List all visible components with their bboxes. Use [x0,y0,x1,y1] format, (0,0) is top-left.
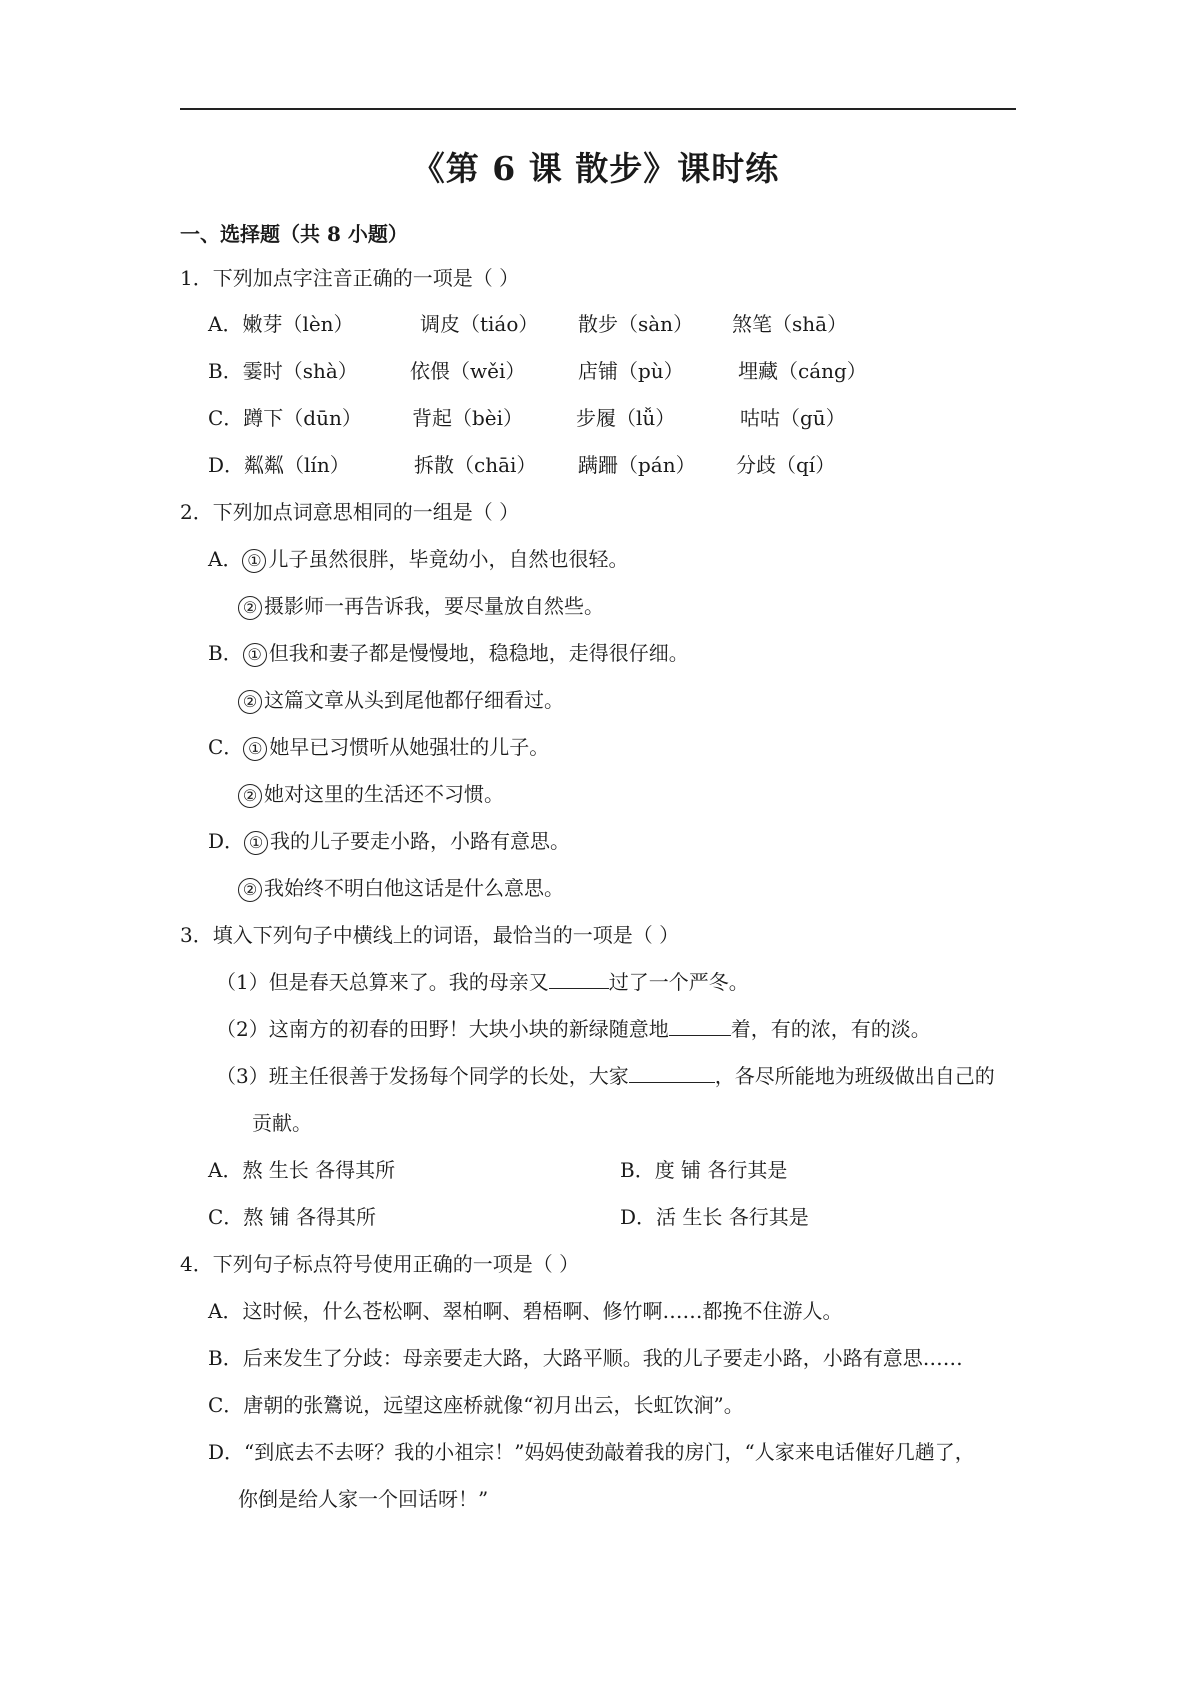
sentence-part: ，各尽所能地为班级做出自己的 [714,1064,995,1088]
option-letter: B． [208,641,243,665]
option-letter: C． [208,735,244,759]
sentence: 我的儿子要走小路，小路有意思。 [270,829,571,853]
q4-option-b: B．后来发生了分歧：母亲要走大路，大路平顺。我的儿子要走小路，小路有意思…… [208,1346,963,1370]
sentence: 儿子虽然很胖，毕竟幼小，自然也很轻。 [268,547,629,571]
q4-option-d-line1: D．“到底去不去呀？我的小祖宗！”妈妈使劲敲着我的房门，“人家来电话催好几趟了， [208,1440,975,1464]
q2-option-a-line1 [208,545,628,573]
q1-a-2: 调皮（tiáo） [420,312,539,336]
q4-stem: 4．下列句子标点符号使用正确的一项是（ ） [180,1252,580,1276]
q2-option-d-line1 [208,827,570,855]
circled-number-1: ① [243,737,267,761]
q2-option-b-line2 [238,686,564,714]
q1-b-1: B．霎时（shà） [208,359,358,383]
q2-option-d-line2 [238,874,564,902]
header-rule [180,108,1016,110]
option-letter: A． [208,547,243,571]
q4-option-a: A．这时候，什么苍松啊、翠柏啊、碧梧啊、修竹啊……都挽不住游人。 [208,1299,843,1323]
option-letter: D． [208,829,245,853]
q2-stem: 2．下列加点词意思相同的一组是（ ） [180,500,520,524]
q2-option-a-line2 [238,592,604,620]
fill-blank [629,1062,715,1083]
q1-stem: 1．下列加点字注音正确的一项是（ ） [180,266,520,290]
q3-option-b: B．度 铺 各行其是 [620,1158,788,1182]
circled-number-1: ① [244,831,268,855]
q1-a-3: 散步（sàn） [578,312,694,336]
q1-c-1: C．蹲下（dūn） [208,406,362,430]
q1-b-4: 埋藏（cáng） [738,359,867,383]
sentence-part: 着，有的浓，有的淡。 [730,1017,931,1041]
q2-option-c-line1 [208,733,549,761]
q1-b-2: 依偎（wěi） [410,359,526,383]
q4-option-c: C．唐朝的张鷟说，远望这座桥就像“初月出云，长虹饮涧”。 [208,1393,744,1417]
page-title: 《第 6 课 散步》课时练 [411,149,780,188]
sentence-part: （2）这南方的初春的田野！大块小块的新绿随意地 [216,1017,669,1041]
sentence: 摄影师一再告诉我，要尽量放自然些。 [264,594,604,618]
circled-number-2: ② [238,878,262,902]
circled-number-1: ① [243,643,267,667]
sentence: 我始终不明白他这话是什么意思。 [264,876,564,900]
q3-sentence-1 [216,968,749,996]
q3-sentence-2 [216,1015,931,1043]
q2-option-b-line1 [208,639,689,667]
sentence-part: 过了一个严冬。 [608,970,749,994]
q3-stem: 3．填入下列句子中横线上的词语，最恰当的一项是（ ） [180,923,680,947]
circled-number-2: ② [238,690,262,714]
fill-blank [669,1015,731,1036]
sentence: 她对这里的生活还不习惯。 [264,782,504,806]
circled-number-2: ② [238,596,262,620]
q1-c-2: 背起（bèi） [412,406,524,430]
q1-d-2: 拆散（chāi） [414,453,537,477]
q4-option-d-line2: 你倒是给人家一个回话呀！” [238,1487,489,1511]
q1-c-4: 咕咕（gū） [740,406,846,430]
circled-number-1: ① [242,549,266,573]
circled-number-2: ② [238,784,262,808]
sentence-part: （1）但是春天总算来了。我的母亲又 [216,970,549,994]
q1-d-3: 蹒跚（pán） [578,453,696,477]
q3-sentence-3 [216,1062,995,1090]
sentence-part: （3）班主任很善于发扬每个同学的长处，大家 [216,1064,629,1088]
q1-a-4: 煞笔（shā） [732,312,848,336]
fill-blank [549,968,609,989]
q3-option-c: C．熬 铺 各得其所 [208,1205,377,1229]
q3-option-a: A．熬 生长 各得其所 [208,1158,396,1182]
q3-sentence-3-cont: 贡献。 [252,1111,312,1135]
q1-a-1: A．嫩芽（lèn） [208,312,354,336]
q1-c-3: 步履（lǚ） [576,406,676,430]
q1-d-4: 分歧（qí） [736,453,836,477]
q1-d-1: D．粼粼（lín） [208,453,350,477]
q3-option-d: D．活 生长 各行其是 [620,1205,809,1229]
sentence: 这篇文章从头到尾他都仔细看过。 [264,688,564,712]
sentence: 她早已习惯听从她强壮的儿子。 [269,735,550,759]
section-heading: 一、选择题（共 8 小题） [180,222,408,246]
q1-b-3: 店铺（pù） [578,359,684,383]
sentence: 但我和妻子都是慢慢地，稳稳地，走得很仔细。 [268,641,689,665]
q2-option-c-line2 [238,780,504,808]
